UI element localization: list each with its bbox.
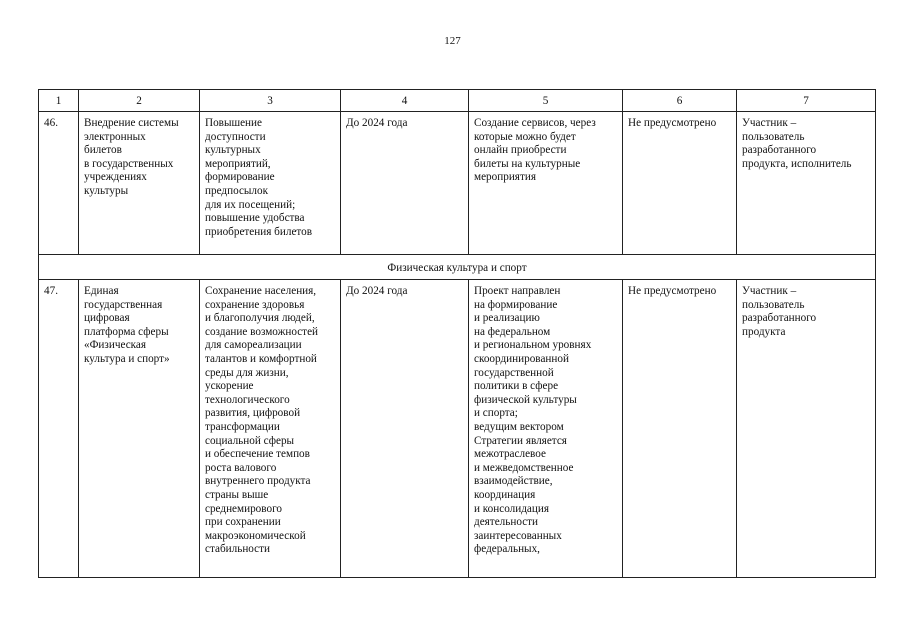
project-role: Участник – пользователь разработанного продукта, исполнитель — [737, 112, 876, 255]
table-row — [39, 280, 876, 578]
header-cell-2: 2 — [79, 90, 200, 112]
project-name: Единая государственная цифровая платформа сферы «Физическая культура и спорт» — [79, 280, 200, 578]
strategy-table — [38, 89, 876, 578]
section-row — [39, 255, 876, 280]
project-name: Внедрение системы электронных билетов в государственных учреждениях культуры — [79, 112, 200, 255]
table-header-row — [39, 90, 876, 112]
row-number: 46. — [39, 112, 79, 255]
section-title: Физическая культура и спорт — [39, 255, 876, 280]
header-cell-6: 6 — [623, 90, 737, 112]
project-term: До 2024 года — [341, 280, 469, 578]
project-goal: Повышение доступности культурных мероприятий, формирование предпосылок для их посещений; повышение удобства приобретения билетов — [200, 112, 341, 255]
project-description: Проект направлен на формирование и реализацию на федеральном и региональном уровнях скоординированной государственной политики в сфере физической культуры и спорта; ведущим вектором Стратегии является межотраслевое и межведомственное взаимодействие, координация и консолидация деятельности заинтересованных федеральных, — [469, 280, 623, 578]
project-goal: Сохранение населения, сохранение здоровья и благополучия людей, создание возможностей для самореализации талантов и комфортной среды для жизни, ускорение технологического развития, цифровой трансформации социальной сферы и обеспечение темпов роста валового внутреннего продукта страны выше среднемирового при сохранении макроэкономической стабильности — [200, 280, 341, 578]
page-number: 127 — [444, 35, 461, 47]
project-description: Создание сервисов, через которые можно будет онлайн приобрести билеты на культурные мероприятия — [469, 112, 623, 255]
header-cell-3: 3 — [200, 90, 341, 112]
project-role: Участник – пользователь разработанного продукта — [737, 280, 876, 578]
header-cell-5: 5 — [469, 90, 623, 112]
row-number: 47. — [39, 280, 79, 578]
header-cell-1: 1 — [39, 90, 79, 112]
project-col6: Не предусмотрено — [623, 112, 737, 255]
header-cell-4: 4 — [341, 90, 469, 112]
table-row — [39, 112, 876, 255]
header-cell-7: 7 — [737, 90, 876, 112]
project-term: До 2024 года — [341, 112, 469, 255]
project-col6: Не предусмотрено — [623, 280, 737, 578]
